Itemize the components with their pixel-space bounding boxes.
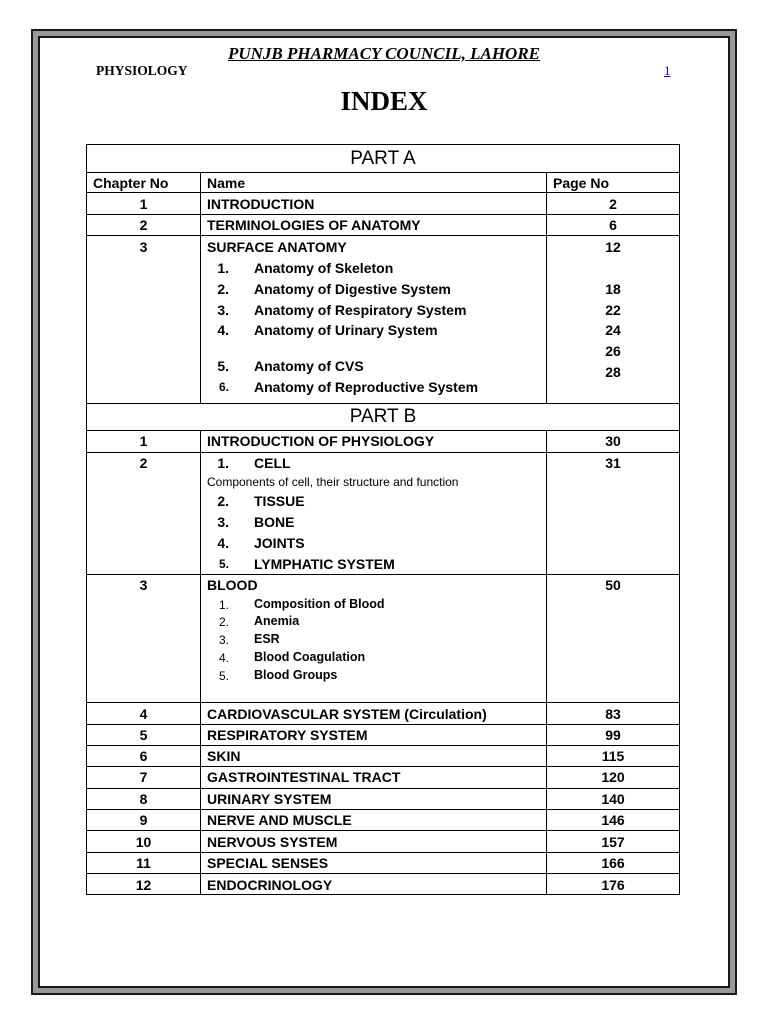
subitem-label[interactable]: Anatomy of Urinary System (254, 322, 438, 338)
row-divider (87, 852, 679, 853)
list-number: 4. (217, 535, 229, 551)
column-header-chapter: Chapter No (93, 175, 169, 191)
list-number: 4. (218, 651, 229, 665)
list-number: 4. (217, 322, 229, 338)
chapter-number: 5 (139, 727, 148, 743)
chapter-number: 3 (139, 577, 148, 593)
page-number: 115 (601, 748, 625, 764)
chapter-number: 1 (139, 196, 148, 212)
list-number: 5. (218, 669, 229, 683)
row-divider (87, 214, 679, 215)
page-number: 28 (605, 364, 621, 380)
list-number: 6. (218, 380, 229, 394)
chapter-name[interactable]: SKIN (207, 748, 241, 764)
chapter-name[interactable]: CARDIOVASCULAR SYSTEM (Circulation) (207, 706, 487, 722)
row-divider (87, 403, 679, 404)
chapter-name[interactable]: NERVE AND MUSCLE (207, 812, 352, 828)
row-divider (87, 235, 679, 236)
chapter-name[interactable]: TERMINOLOGIES OF ANATOMY (207, 217, 421, 233)
chapter-name[interactable]: URINARY SYSTEM (207, 791, 332, 807)
subitem-label[interactable]: Blood Coagulation (254, 650, 366, 664)
subitem-label[interactable]: Anatomy of Reproductive System (254, 379, 479, 395)
page-number: 83 (605, 706, 621, 722)
page-number: 26 (605, 343, 621, 359)
row-divider (87, 192, 679, 193)
page-number: 30 (605, 433, 621, 449)
subitem-label[interactable]: CELL (254, 455, 291, 471)
row-divider (87, 452, 679, 453)
row-divider (87, 430, 679, 431)
list-number: 2. (217, 493, 229, 509)
chapter-number: 4 (139, 706, 148, 722)
chapter-name[interactable]: NERVOUS SYSTEM (207, 834, 338, 850)
row-divider (87, 745, 679, 746)
list-number: 5. (217, 358, 229, 374)
chapter-number: 12 (135, 877, 152, 893)
chapter-number: 10 (135, 834, 152, 850)
index-table (86, 144, 680, 895)
row-divider (87, 830, 679, 831)
list-number: 3. (218, 633, 229, 647)
page-number: 166 (601, 855, 625, 871)
subitem-label[interactable]: JOINTS (254, 535, 305, 551)
chapter-number: 6 (139, 748, 148, 764)
chapter-number: 2 (139, 455, 148, 471)
chapter-name[interactable]: INTRODUCTION (207, 196, 315, 212)
list-number: 2. (218, 615, 229, 629)
part-a-heading: PART A (350, 148, 416, 169)
chapter-number: 2 (139, 217, 148, 233)
subitem-label[interactable]: Anatomy of Respiratory System (254, 302, 467, 318)
page-number: 120 (601, 769, 625, 785)
page-number: 146 (601, 812, 625, 828)
chapter-number: 1 (139, 433, 148, 449)
row-divider (87, 702, 679, 703)
chapter-name[interactable]: SPECIAL SENSES (207, 855, 329, 871)
chapter-number: 11 (136, 855, 151, 871)
subitem-label[interactable]: BONE (254, 514, 295, 530)
chapter-name[interactable]: INTRODUCTION OF PHYSIOLOGY (207, 433, 435, 449)
chapter-note: Components of cell, their structure and function (207, 475, 459, 489)
row-divider (87, 766, 679, 767)
list-number: 1. (218, 598, 229, 612)
list-number: 3. (217, 302, 229, 318)
page-number: 24 (605, 322, 621, 338)
list-number: 1. (217, 455, 229, 471)
page-number: 50 (605, 577, 621, 593)
column-divider (200, 430, 201, 894)
row-divider (87, 788, 679, 789)
row-divider (87, 172, 679, 173)
page-number: 99 (605, 727, 621, 743)
row-divider (87, 873, 679, 874)
list-number: 3. (217, 514, 229, 530)
page-number: 31 (605, 455, 621, 471)
page-number: 6 (609, 217, 617, 233)
list-number: 5. (218, 557, 229, 571)
subitem-label[interactable]: Anatomy of CVS (254, 358, 364, 374)
subitem-label[interactable]: LYMPHATIC SYSTEM (254, 556, 395, 572)
row-divider (87, 724, 679, 725)
chapter-name[interactable]: GASTROINTESTINAL TRACT (207, 769, 401, 785)
subitem-label[interactable]: Anemia (254, 614, 300, 628)
chapter-number: 7 (139, 769, 148, 785)
subitem-label[interactable]: Anatomy of Skeleton (254, 260, 394, 276)
chapter-number: 9 (139, 812, 148, 828)
page-number: 140 (601, 791, 625, 807)
subitem-label[interactable]: Anatomy of Digestive System (254, 281, 451, 297)
page-title: INDEX (340, 86, 428, 116)
row-divider (87, 809, 679, 810)
list-number: 1. (217, 260, 229, 276)
page-number: 22 (605, 302, 621, 318)
chapter-number: 8 (139, 791, 148, 807)
page-number-link[interactable]: 1 (664, 63, 671, 78)
chapter-number: 3 (139, 239, 148, 255)
subitem-label[interactable]: ESR (254, 632, 280, 646)
part-b-heading: PART B (349, 406, 417, 427)
chapter-name[interactable]: ENDOCRINOLOGY (207, 877, 333, 893)
page-number: 176 (601, 877, 625, 893)
chapter-name[interactable]: RESPIRATORY SYSTEM (207, 727, 368, 743)
subject-label: PHYSIOLOGY (96, 63, 188, 78)
column-divider (200, 172, 201, 403)
list-number: 2. (217, 281, 229, 297)
row-divider (87, 574, 679, 575)
page-number: 2 (609, 196, 617, 212)
column-header-name: Name (207, 175, 246, 191)
chapter-name[interactable]: SURFACE ANATOMY (207, 239, 347, 255)
subitem-label[interactable]: Blood Groups (254, 668, 338, 682)
subitem-label[interactable]: Composition of Blood (254, 597, 385, 611)
page-number: 18 (605, 281, 621, 297)
column-header-page: Page No (553, 175, 610, 191)
subitem-label[interactable]: TISSUE (254, 493, 305, 509)
chapter-name[interactable]: BLOOD (207, 577, 258, 593)
page-number: 12 (605, 239, 621, 255)
page-number: 157 (601, 834, 625, 850)
council-heading: PUNJB PHARMACY COUNCIL, LAHORE (227, 44, 541, 63)
